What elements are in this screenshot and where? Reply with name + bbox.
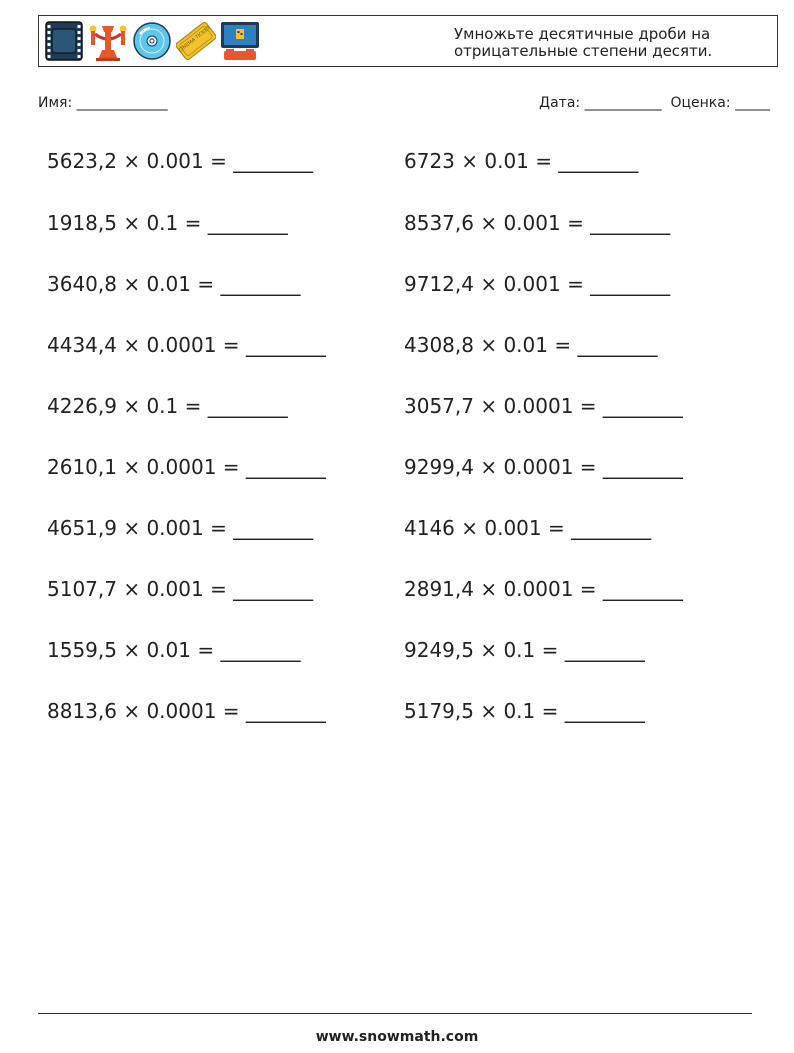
worksheet-title: Умножьте десятичные дроби на отрицательные степени десяти. <box>454 25 713 60</box>
problem-left-7: 4651,9 × 0.001 = ________ <box>47 516 314 540</box>
problem-right-9: 9249,5 × 0.1 = ________ <box>404 638 645 662</box>
problem-right-3: 9712,4 × 0.001 = ________ <box>404 272 671 296</box>
cd-disc-icon <box>132 20 172 62</box>
problem-right-4: 4308,8 × 0.01 = ________ <box>404 333 658 357</box>
worksheet-header <box>38 15 778 67</box>
movie-theater-stanchion-icon <box>88 20 128 62</box>
problem-left-1: 5623,2 × 0.001 = ________ <box>47 149 314 173</box>
problem-left-5: 4226,9 × 0.1 = ________ <box>47 394 288 418</box>
problem-right-10: 5179,5 × 0.1 = ________ <box>404 699 645 723</box>
footer-url: www.snowmath.com <box>315 1029 479 1045</box>
problem-right-8: 2891,4 × 0.0001 = ________ <box>404 577 683 601</box>
cinema-ticket-icon <box>176 20 216 62</box>
film-strip-icon <box>44 20 84 62</box>
name-field-label: Имя: _____________ <box>38 95 168 111</box>
footer-divider <box>38 1013 752 1014</box>
problem-left-6: 2610,1 × 0.0001 = ________ <box>47 455 326 479</box>
problem-right-6: 9299,4 × 0.0001 = ________ <box>404 455 683 479</box>
problem-right-5: 3057,7 × 0.0001 = ________ <box>404 394 683 418</box>
problem-right-7: 4146 × 0.001 = ________ <box>404 516 652 540</box>
problem-right-1: 6723 × 0.01 = ________ <box>404 149 639 173</box>
problem-left-8: 5107,7 × 0.001 = ________ <box>47 577 314 601</box>
problem-left-9: 1559,5 × 0.01 = ________ <box>47 638 301 662</box>
ticket-text: CINEMA TICKET <box>177 25 212 54</box>
header-icons <box>44 20 260 62</box>
problem-left-3: 3640,8 × 0.01 = ________ <box>47 272 301 296</box>
problem-left-2: 1918,5 × 0.1 = ________ <box>47 211 288 235</box>
problem-left-4: 4434,4 × 0.0001 = ________ <box>47 333 326 357</box>
date-grade-field-label: Дата: ___________ Оценка: _____ <box>539 95 770 111</box>
problem-right-2: 8537,6 × 0.001 = ________ <box>404 211 671 235</box>
tv-screen-icon <box>220 20 260 62</box>
problem-left-10: 8813,6 × 0.0001 = ________ <box>47 699 326 723</box>
